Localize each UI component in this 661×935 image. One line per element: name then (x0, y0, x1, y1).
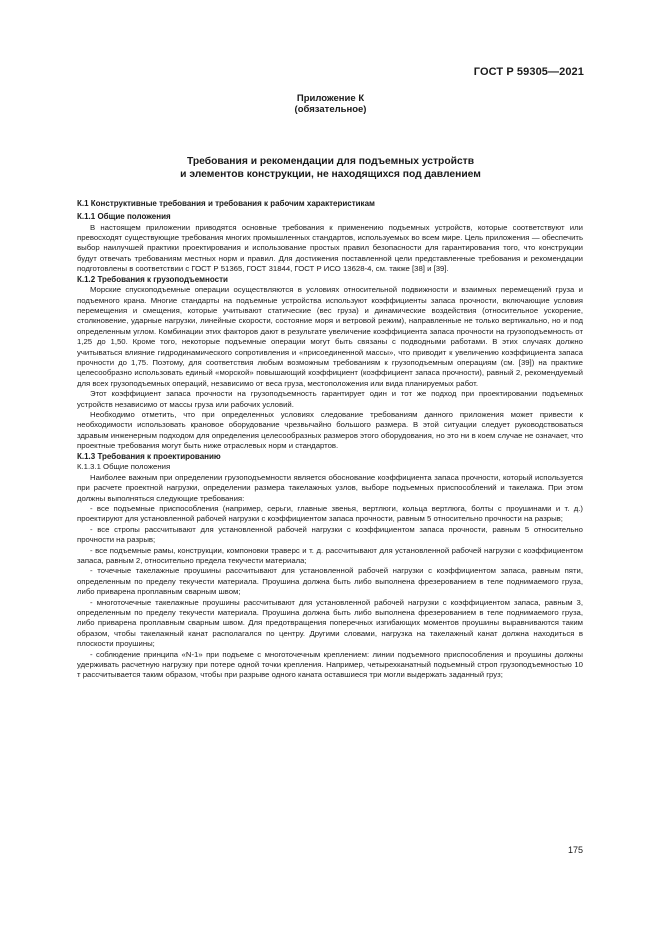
list-item: - соблюдение принципа «N-1» при подъеме с многоточечным креплением: линии подъемного приспособления и проушины должны удерживать расчетную нагрузку при потере одной точки крепления. Например, четырехканатный подъемный строп грузоподъемностью 10 т рассчитывается таким образом, чтобы при разрыве одного каната оставшиеся три могли выдержать заданный груз; (77, 649, 583, 680)
list-item: - все подъемные рамы, конструкции, компоновки траверс и т. д. рассчитывают для установленной рабочей нагрузки с коэффициентом запаса, равным 2, относительно предела текучести материала; (77, 545, 583, 565)
annex-status: (обязательное) (294, 104, 367, 115)
paragraph-capacity: Морские спускоподъемные операции осуществляются в условиях относительной подвижности и взаимных перемещений груза и подъемного крана. Многие стандарты на подъемные устройства используют коэффициенты запаса прочности, включающие условия перемещения и смещения, которые учитывают статические (вес груза) и динамические воздействия (относительное ускорение, столкновение, ударные нагрузки, линейные скорости, состояние моря и ветровой режим), направленные не только вертикально, но и под определенным углом. Комбинации этих факторов дают в результате увеличение коэффициента запаса прочности на грузоподъемность от 1,25 до 1,50. Кроме того, некоторые подъемные операции могут быть связаны с подводными работами. В этих случаях должно учитываться влияние гидродинамического сопротивления и «присоединенной массы», что приводит к увеличению коэффициента запаса прочности до 1,75. Поэтому, для соответствия любым возможным требованиям к грузоподъемным операциям (см. [39]) на практике целесообразно использовать единый «морской» повышающий коэффициент (коэффициент запаса прочности), равный 2, рекомендуемый для всех грузоподъемных операций, независимо от веса груза, местоположения или вида планируемых работ. (77, 285, 583, 388)
annex-title-line-1: Требования и рекомендации для подъемных устройств (186, 156, 475, 167)
section-heading-k1: К.1 Конструктивные требования и требования к рабочим характеристикам (77, 199, 375, 208)
list-item: - точечные такелажные проушины рассчитывают для установленной рабочей нагрузки с коэффициентом запаса, равным пяти, определенным по пределу текучести материала. Проушина должна быть либо выполнена фрезерованием в теле поднимаемого груза, либо приварена проплавным сварным швом; (77, 566, 583, 597)
list-item: - многоточечные такелажные проушины рассчитывают для установленной рабочей нагрузки с коэффициентом запаса, равным 3, определенным по пределу текучести материала. Проушина должна быть либо выполнена фрезерованием в теле поднимаемого груза, либо приварена проплавным сварным швом. Для предотвращения поперечных изгибающих моментов проушины выравниваются таким образом, чтобы такелажный канат располагался по центру. Другими словами, нагрузка на такелажный канат должна находиться в плоскости проушины; (77, 597, 583, 649)
page-number: 175 (567, 845, 583, 855)
paragraph-intro: В настоящем приложении приводятся основные требования к применению подъемных устройств, которые соответствуют или превосходят существующие требования многих промышленных стандартов, используемых во всем мире. Цель приложения — обеспечить выбор наилучшей практики проектирования и использование простых правил безопасности для гарантирования того, что конструкции будут отвечать требованиям местных норм и правил. Для достижения поставленной цели представленные требования и рекомендации подготовлены в соответствии с ГОСТ Р 51365, ГОСТ 31844, ГОСТ Р ИСО 13628-4, см. также [38] и [39]. (77, 222, 583, 274)
paragraph-design-basis: Наиболее важным при определении грузоподъемности является обоснование коэффициента запаса прочности, который используется при расчете проектной нагрузки, определении размера такелажных узлов, выборе подъемных приспособлений и такелажа. При этом должны выполняться следующие требования: (77, 472, 583, 503)
standard-number: ГОСТ Р 59305—2021 (473, 66, 584, 78)
section-heading-k11: К.1.1 Общие положения (77, 211, 171, 221)
list-item: - все подъемные приспособления (например, серьги, главные звенья, вертлюги, кольца вертлюга, болты с проушинами и т. д.) проектируют для установленной рабочей нагрузки с коэффициентом запаса прочности, равным 5 относительно прочности на разрыв; (77, 503, 583, 524)
document-body (77, 199, 583, 681)
list-item: - все стропы рассчитывают для установленной рабочей нагрузки с коэффициентом запаса прочности, равным 5 относительно прочности на разрыв; (77, 524, 583, 545)
section-heading-k12: К.1.2 Требования к грузоподъемности (77, 274, 228, 284)
annex-label: Приложение К (296, 93, 365, 104)
paragraph-safety-factor: Этот коэффициент запаса прочности на грузоподъемность гарантирует один и тот же подход при проектировании подъемных устройств независимо от массы груза или рабочих условий. (77, 389, 583, 409)
section-heading-k13: К.1.3 Требования к проектированию (77, 451, 221, 461)
section-heading-k131: К.1.3.1 Общие положения (77, 462, 171, 472)
paragraph-note: Необходимо отметить, что при определенных условиях следование требованиям данного приложения может привести к необходимости использовать крановое оборудование чрезвычайно большого размера. В этой ситуации следует руководствоваться здравым инженерным подходом для определения целесообразных размеров этого оборудования, но это ни в коем случае не означает, что проектные требования могут быть ниже отраслевых норм и стандартов. (77, 410, 583, 451)
annex-title-line-2: и элементов конструкции, не находящихся под давлением (180, 168, 481, 180)
